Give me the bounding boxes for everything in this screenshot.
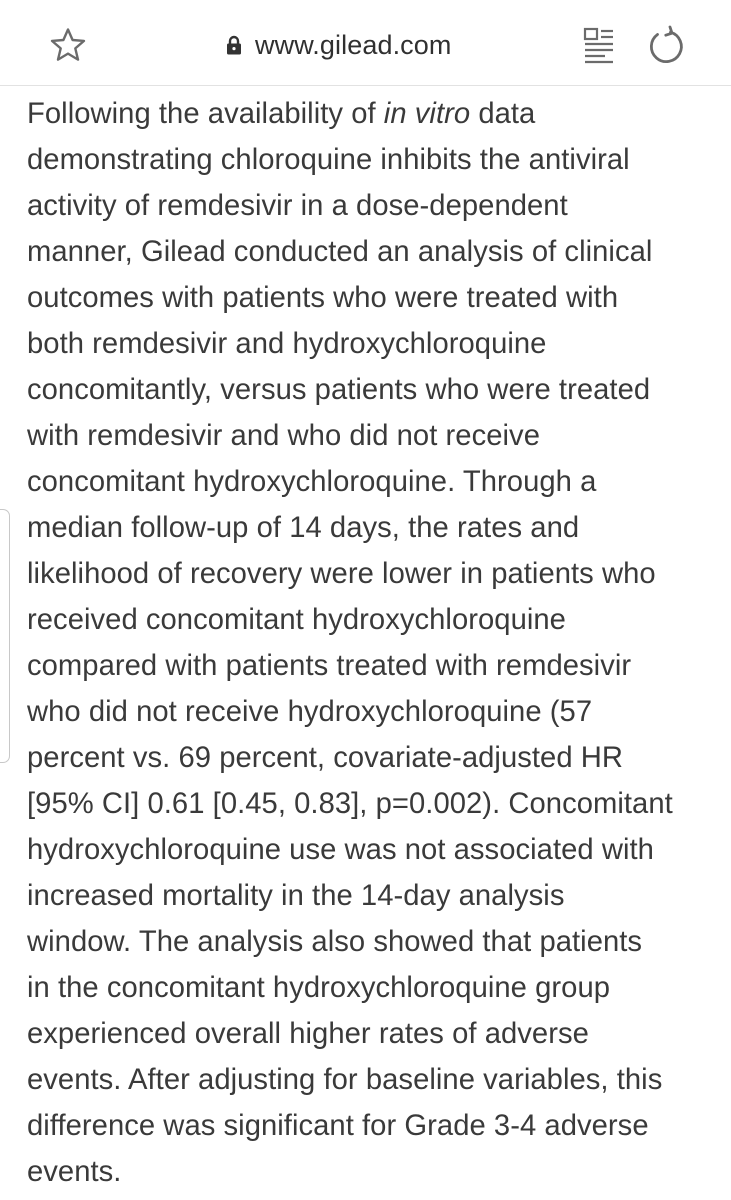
text-segment: data bbox=[470, 98, 536, 130]
article-line bbox=[27, 505, 717, 551]
page-scroll-indicator[interactable] bbox=[0, 509, 10, 763]
article-line bbox=[27, 321, 717, 367]
text-segment: compared with patients treated with remdesivir bbox=[27, 650, 632, 682]
text-segment: Following the availability of bbox=[27, 98, 384, 130]
article-line bbox=[27, 1057, 717, 1103]
text-segment: received concomitant hydroxychloroquine bbox=[27, 604, 566, 636]
reload-icon[interactable] bbox=[644, 25, 686, 67]
article-line bbox=[27, 413, 717, 459]
text-segment: events. bbox=[27, 1156, 122, 1188]
text-segment: window. The analysis also showed that patients bbox=[27, 926, 643, 958]
text-segment: experienced overall higher rates of adverse bbox=[27, 1018, 589, 1050]
star-icon[interactable] bbox=[50, 27, 86, 63]
text-segment: increased mortality in the 14-day analysis bbox=[27, 880, 565, 912]
text-segment: who did not receive hydroxychloroquine (57 bbox=[27, 696, 593, 728]
article-line bbox=[27, 781, 717, 827]
text-segment: [95% CI] 0.61 [0.45, 0.83], p=0.002). Concomitant bbox=[27, 788, 673, 820]
text-segment: percent vs. 69 percent, covariate-adjusted HR bbox=[27, 742, 624, 774]
text-segment: difference was significant for Grade 3-4 adverse bbox=[27, 1110, 649, 1142]
article-line bbox=[27, 919, 717, 965]
text-segment: concomitant hydroxychloroquine. Through a bbox=[27, 466, 597, 498]
article-line bbox=[27, 735, 717, 781]
article-line bbox=[27, 551, 717, 597]
text-segment: likelihood of recovery were lower in patients who bbox=[27, 558, 656, 590]
text-segment: in the concomitant hydroxychloroquine group bbox=[27, 972, 611, 1004]
address-bar[interactable] bbox=[226, 28, 451, 62]
article-line bbox=[27, 1103, 717, 1149]
text-segment: concomitantly, versus patients who were treated bbox=[27, 374, 651, 406]
article-text bbox=[27, 91, 717, 1195]
text-segment: with remdesivir and who did not receive bbox=[27, 420, 540, 452]
lock-icon bbox=[226, 35, 242, 55]
article-line bbox=[27, 689, 717, 735]
article-line bbox=[27, 367, 717, 413]
text-segment: median follow-up of 14 days, the rates and bbox=[27, 512, 580, 544]
reader-icon[interactable] bbox=[580, 26, 616, 64]
article-line bbox=[27, 229, 717, 275]
text-segment: demonstrating chloroquine inhibits the antiviral bbox=[27, 144, 630, 176]
text-segment: outcomes with patients who were treated with bbox=[27, 282, 619, 314]
article-line bbox=[27, 1011, 717, 1057]
article-line bbox=[27, 1149, 717, 1195]
article-line bbox=[27, 873, 717, 919]
article-line bbox=[27, 965, 717, 1011]
article-line bbox=[27, 137, 717, 183]
text-segment: activity of remdesivir in a dose-dependent bbox=[27, 190, 568, 222]
text-segment: both remdesivir and hydroxychloroquine bbox=[27, 328, 547, 360]
article-line bbox=[27, 183, 717, 229]
browser-toolbar bbox=[0, 0, 731, 86]
article-line bbox=[27, 459, 717, 505]
article-line bbox=[27, 91, 717, 137]
emphasis-text: in vitro bbox=[383, 98, 471, 130]
article-line bbox=[27, 275, 717, 321]
article-line bbox=[27, 827, 717, 873]
text-segment: manner, Gilead conducted an analysis of clinical bbox=[27, 236, 653, 268]
url-text[interactable]: www.gilead.com bbox=[255, 29, 452, 60]
article-line bbox=[27, 597, 717, 643]
article-line bbox=[27, 643, 717, 689]
text-segment: events. After adjusting for baseline variables, this bbox=[27, 1064, 663, 1096]
text-segment: hydroxychloroquine use was not associated with bbox=[27, 834, 654, 866]
